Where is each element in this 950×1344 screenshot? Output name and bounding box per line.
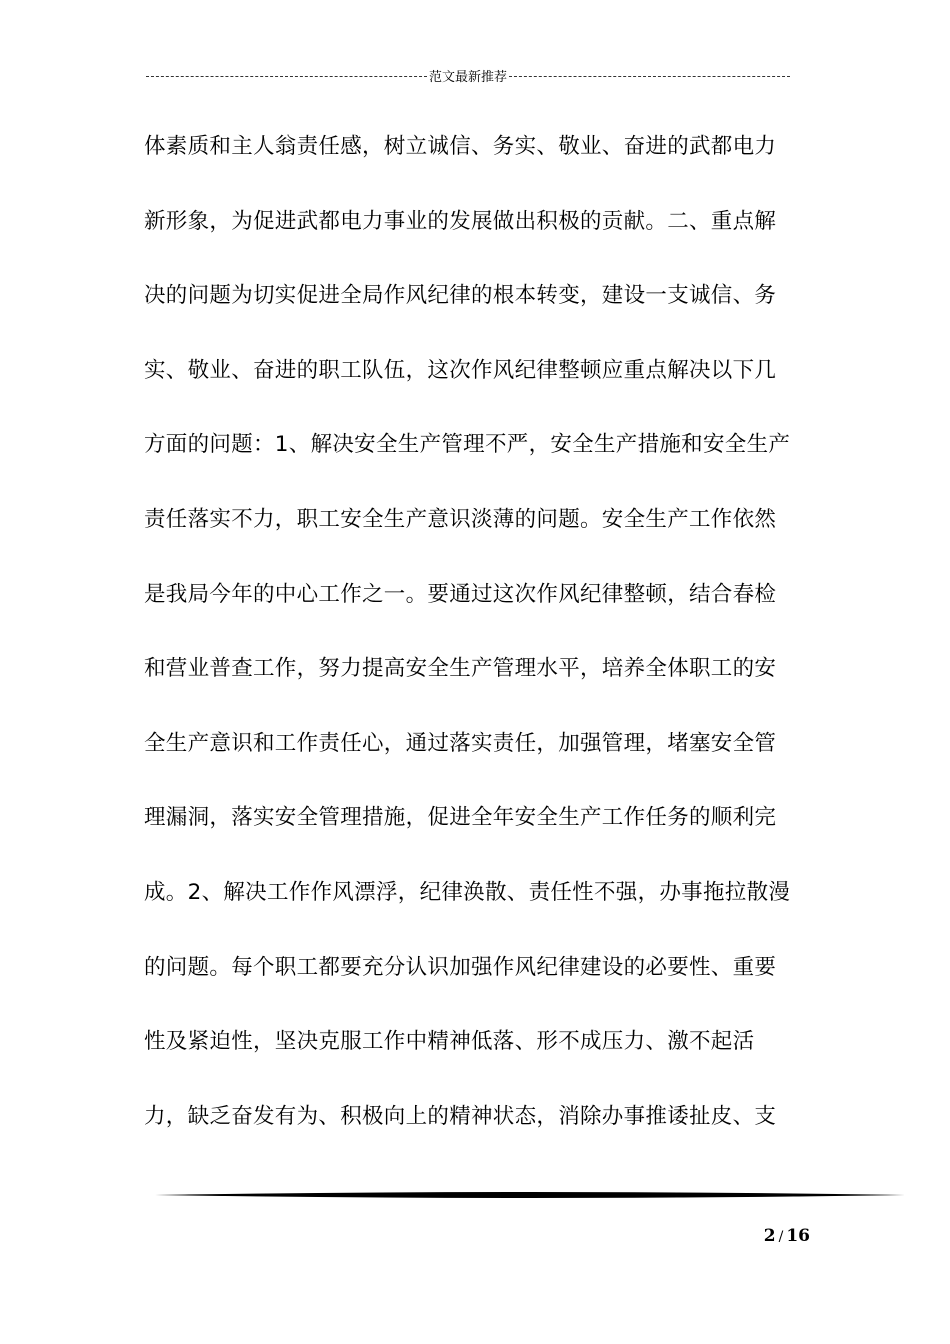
- current-page: 2: [763, 1226, 776, 1246]
- text-line: 方面的问题：1、解决安全生产管理不严，安全生产措施和安全生产: [144, 432, 791, 458]
- header-dash-right: [509, 76, 790, 77]
- header-title: 范文最新推荐: [429, 70, 508, 85]
- text-line: 全生产意识和工作责任心，通过落实责任，加强管理，堵塞安全管: [144, 730, 777, 756]
- header-dash-left: [146, 76, 427, 77]
- body-text: [144, 118, 814, 1162]
- text-line: 的问题。每个职工都要充分认识加强作风纪律建设的必要性、重要: [144, 954, 777, 980]
- text-line: 是我局今年的中心工作之一。要通过这次作风纪律整顿，结合春检: [144, 581, 777, 607]
- text-line: 力，缺乏奋发有为、积极向上的精神状态，消除办事推诿扯皮、支: [144, 1103, 777, 1129]
- text-line: 实、敬业、奋进的职工队伍，这次作风纪律整顿应重点解决以下几: [144, 357, 777, 383]
- footer-divider: [155, 1188, 905, 1202]
- page-separator: /: [778, 1229, 784, 1245]
- page-number: [740, 1226, 810, 1246]
- text-line: 新形象，为促进武都电力事业的发展做出积极的贡献。二、重点解: [144, 208, 777, 234]
- text-line: 成。2、解决工作作风漂浮，纪律涣散、责任性不强，办事拖拉散漫: [144, 879, 791, 905]
- text-line: 性及紧迫性，坚决克服工作中精神低落、形不成压力、激不起活: [144, 1029, 755, 1055]
- text-line: 和营业普查工作，努力提高安全生产管理水平，培养全体职工的安: [144, 656, 777, 682]
- page-header: [146, 66, 790, 85]
- text-line: 理漏洞，落实安全管理措施，促进全年安全生产工作任务的顺利完: [144, 805, 777, 831]
- text-line: 体素质和主人翁责任感，树立诚信、务实、敬业、奋进的武都电力: [144, 134, 777, 159]
- text-line: 责任落实不力，职工安全生产意识淡薄的问题。安全生产工作依然: [144, 506, 777, 532]
- total-pages: 16: [786, 1226, 810, 1246]
- text-line: 决的问题为切实促进全局作风纪律的根本转变，建设一支诚信、务: [144, 283, 777, 309]
